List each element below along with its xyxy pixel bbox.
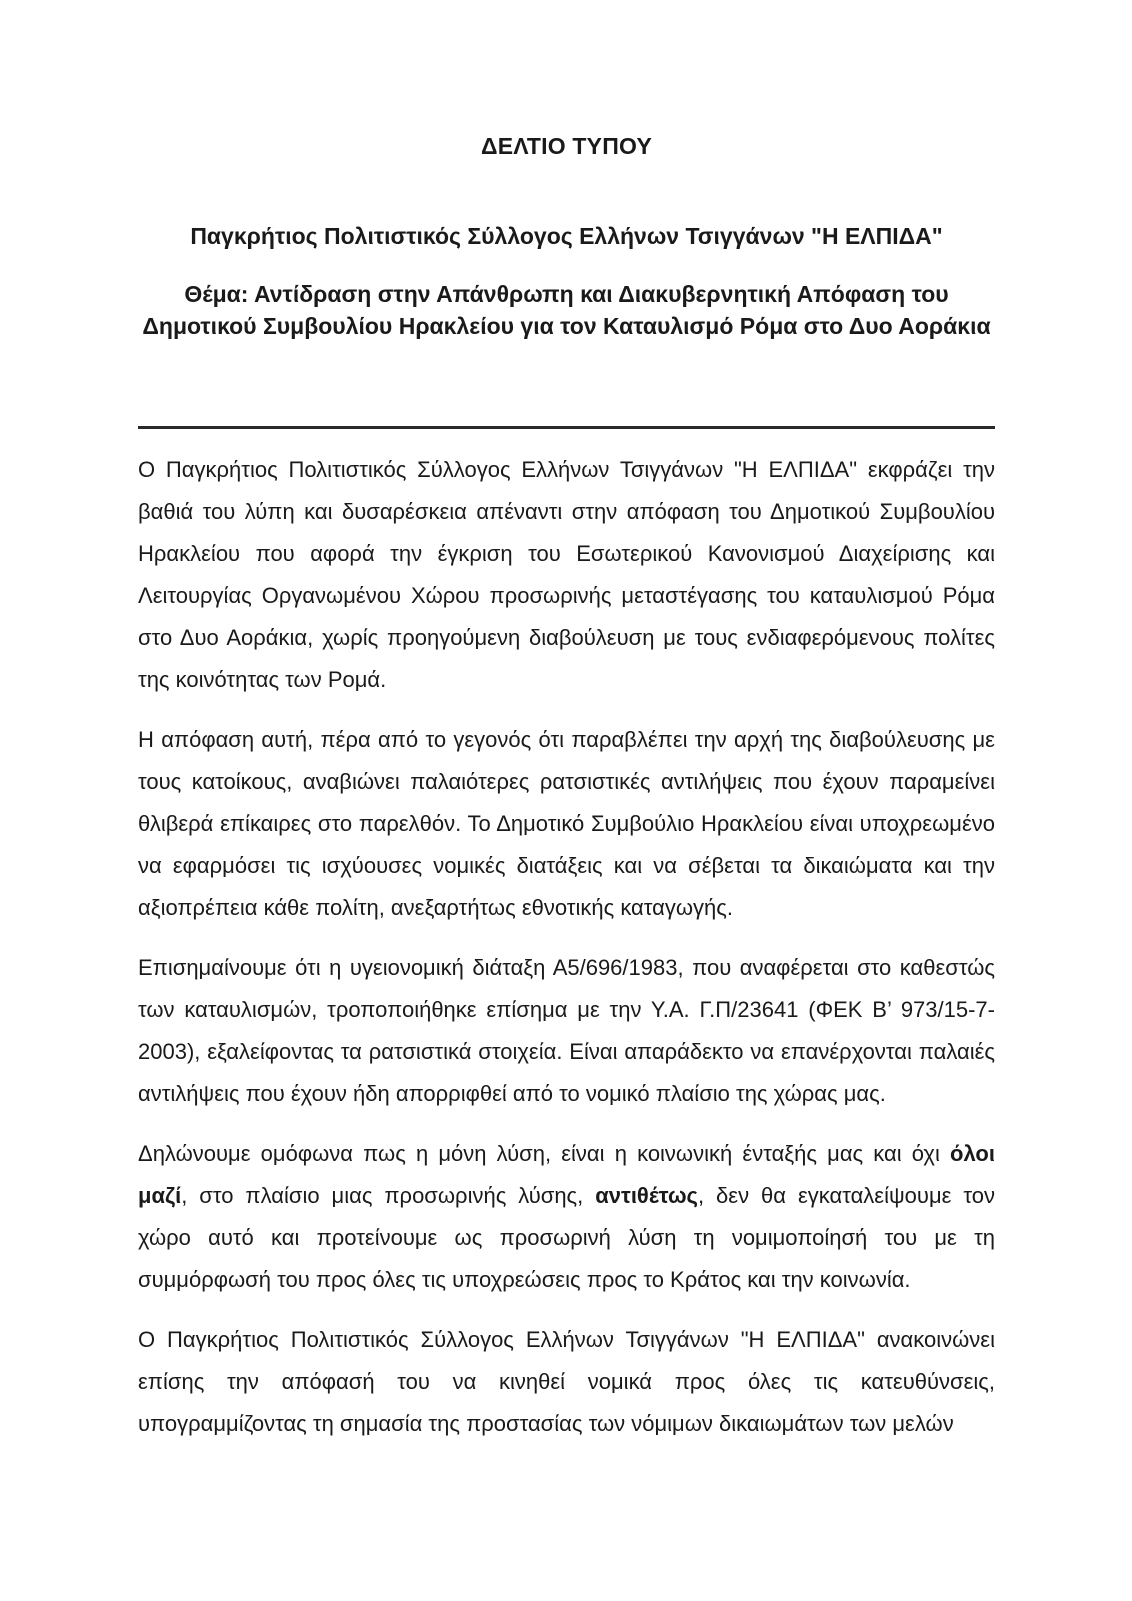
- press-release-title: ΔΕΛΤΙΟ ΤΥΠΟΥ: [480, 133, 652, 159]
- paragraphs: [138, 449, 995, 1445]
- paragraph: [138, 947, 995, 1115]
- paragraph: [138, 449, 995, 701]
- text-run: Η απόφαση αυτή, πέρα από το γεγονός ότι παραβλέπει την αρχή της διαβούλευσης με τους κατοίκους, αναβιώνει παλαιότερες ρατσιστικές αντιλήψεις που έχουν παραμείνει θλιβερά επίκαιρες στο παρελθόν. Το Δημοτικό Συμβούλιο Ηρακλείου είναι υποχρεωμένο να εφαρμόσει τις ισχύουσες νομικές διατάξεις και να σέβεται τα δικαιώματα και την αξιοπρέπεια κάθε πολίτη, ανεξαρτήτως εθνοτικής καταγωγής.: [138, 727, 995, 920]
- subject-heading: Θέμα: Αντίδραση στην Απάνθρωπη και Διακυβερνητική Απόφαση του Δημοτικού Συμβουλίου Ηρακλείου για τον Καταυλισμό Ρόμα στο Δυο Αοράκια: [142, 281, 991, 339]
- text-run: , στο πλαίσιο μιας προσωρινής λύσης,: [181, 1183, 596, 1208]
- paragraph: [138, 719, 995, 929]
- bold-text-run: όλοι μαζί: [138, 1141, 995, 1208]
- text-run: , δεν θα εγκαταλείψουμε τον χώρο αυτό και προτείνουμε ως προσωρινή λύση τη νομιμοποίησή του με τη συμμόρφωσή του προς όλες τις υποχρεώσεις προς το Κράτος και την κοινωνία.: [138, 1183, 995, 1292]
- paragraph: [138, 1319, 995, 1445]
- paragraph: [138, 1133, 995, 1301]
- bold-text-run: αντιθέτως: [595, 1183, 698, 1208]
- text-run: Ο Παγκρήτιος Πολιτιστικός Σύλλογος Ελλήνων Τσιγγάνων "Η ΕΛΠΙΔΑ" εκφράζει την βαθιά του λύπη και δυσαρέσκεια απέναντι στην απόφαση του Δημοτικού Συμβουλίου Ηρακλείου που αφορά την έγκριση του Εσωτερικού Κανονισμού Διαχείρισης και Λειτουργίας Οργανωμένου Χώρου προσωρινής μεταστέγασης του καταυλισμού Ρόμα στο Δυο Αοράκια, χωρίς προηγούμενη διαβούλευση με τους ενδιαφερόμενους πολίτες της κοινότητας των Ρομά.: [138, 457, 995, 692]
- text-run: Επισημαίνουμε ότι η υγειονομική διάταξη Α5/696/1983, που αναφέρεται στο καθεστώς των καταυλισμών, τροποποιήθηκε επίσημα με την Υ.Α. Γ.Π/23641 (ΦΕΚ Β’ 973/15-7-2003), εξαλείφοντας τα ρατσιστικά στοιχεία. Είναι απαράδεκτο να επανέρχονται παλαιές αντιλήψεις που έχουν ήδη απορριφθεί από το νομικό πλαίσιο της χώρας μας.: [138, 955, 995, 1106]
- text-run: Ο Παγκρήτιος Πολιτιστικός Σύλλογος Ελλήνων Τσιγγάνων "Η ΕΛΠΙΔΑ" ανακοινώνει επίσης την απόφασή του να κινηθεί νομικά προς όλες τις κατευθύνσεις, υπογραμμίζοντας τη σημασία της προστασίας των νόμιμων δικαιωμάτων των μελών: [138, 1327, 995, 1436]
- text-run: Δηλώνουμε ομόφωνα πως η μόνη λύση, είναι η κοινωνική ένταξής μας και όχι: [138, 1141, 951, 1166]
- divider-rule: [138, 426, 995, 429]
- organization-name: Παγκρήτιος Πολιτιστικός Σύλλογος Ελλήνων Τσιγγάνων "Η ΕΛΠΙΔΑ": [190, 223, 943, 249]
